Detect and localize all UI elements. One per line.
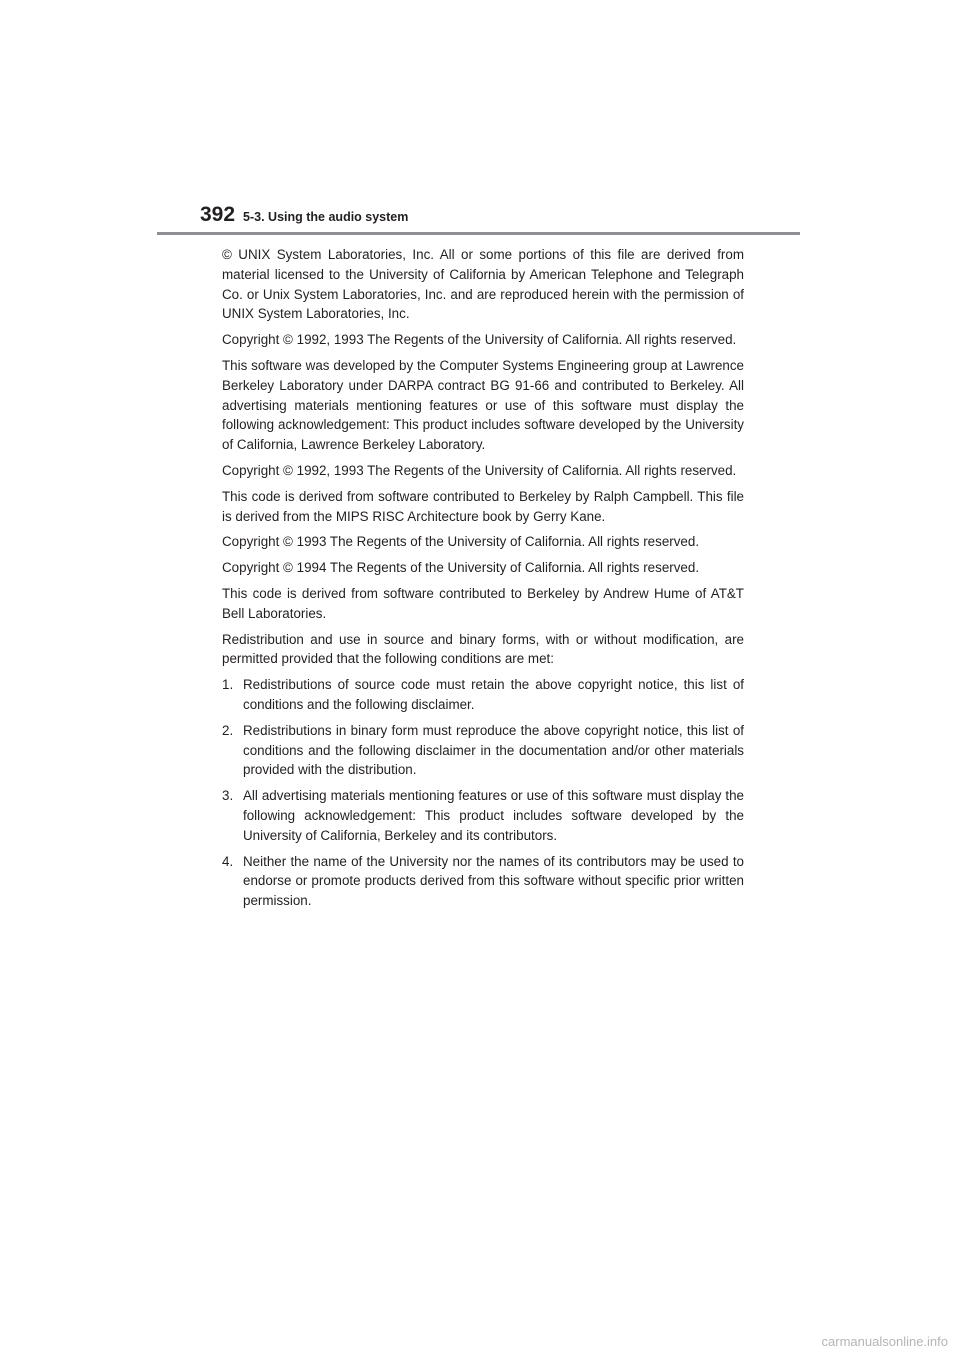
paragraph: Copyright © 1994 The Regents of the University of California. All rights reserved. xyxy=(222,560,700,576)
paragraph: Copyright © 1992, 1993 The Regents of the University of California. All rights reserved. xyxy=(222,462,737,478)
conditions-list xyxy=(222,675,744,911)
list-item xyxy=(222,675,744,715)
watermark-text: carmanualsonline.info xyxy=(821,1334,948,1349)
paragraph: This software was developed by the Computer Systems Engineering group at Lawrence Berkeley Laboratory under DARPA contract BG 91-66 and contributed to Berkeley. All advertising materials mentioning features or use of this software must display the following acknowledgement: This product includes software developed by the University of California, Lawrence Berkeley Laboratory. xyxy=(222,357,744,453)
list-item-text: Redistributions of source code must retain the above copyright notice, this list of conditions and the following disclaimer. xyxy=(243,677,744,712)
list-item-number: 1. xyxy=(222,677,234,693)
paragraph: This code is derived from software contributed to Berkeley by Ralph Campbell. This file is derived from the MIPS RISC Architecture book by Gerry Kane. xyxy=(222,488,744,524)
paragraph: This code is derived from software contributed to Berkeley by Andrew Hume of AT&T Bell Laboratories. xyxy=(222,585,744,621)
list-item xyxy=(222,852,744,911)
list-item xyxy=(222,721,744,780)
paragraph: Copyright © 1992, 1993 The Regents of the University of California. All rights reserved. xyxy=(222,332,737,348)
list-item-text: All advertising materials mentioning features or use of this software must display the following acknowledgement: This product includes software developed by the University of California, Berkeley and its contributors. xyxy=(243,788,744,843)
paragraph: © UNIX System Laboratories, Inc. All or some portions of this file are derived from material licensed to the University of California by American Telephone and Telegraph Co. or Unix System Laboratories, Inc. and are reproduced herein with the permission of UNIX System Laboratories, Inc. xyxy=(222,247,744,322)
section-title: 5-3. Using the audio system xyxy=(243,210,409,224)
list-item xyxy=(222,786,744,845)
list-item-number: 2. xyxy=(222,722,234,738)
page-header xyxy=(200,203,408,227)
paragraph: Redistribution and use in source and binary forms, with or without modification, are permitted provided that the following conditions are met: xyxy=(222,631,744,667)
list-item-number: 4. xyxy=(222,853,234,869)
list-item-text: Redistributions in binary form must reproduce the above copyright notice, this list of conditions and the following disclaimer in the documentation and/or other materials provided with the distribution. xyxy=(243,722,744,778)
document-body xyxy=(222,245,744,917)
paragraph: Copyright © 1993 The Regents of the University of California. All rights reserved. xyxy=(222,534,700,550)
header-divider xyxy=(157,232,800,235)
list-item-number: 3. xyxy=(222,788,234,804)
list-item-text: Neither the name of the University nor the names of its contributors may be used to endorse or promote products derived from this software without specific prior written permission. xyxy=(243,853,744,909)
page-number: 392 xyxy=(200,203,236,226)
